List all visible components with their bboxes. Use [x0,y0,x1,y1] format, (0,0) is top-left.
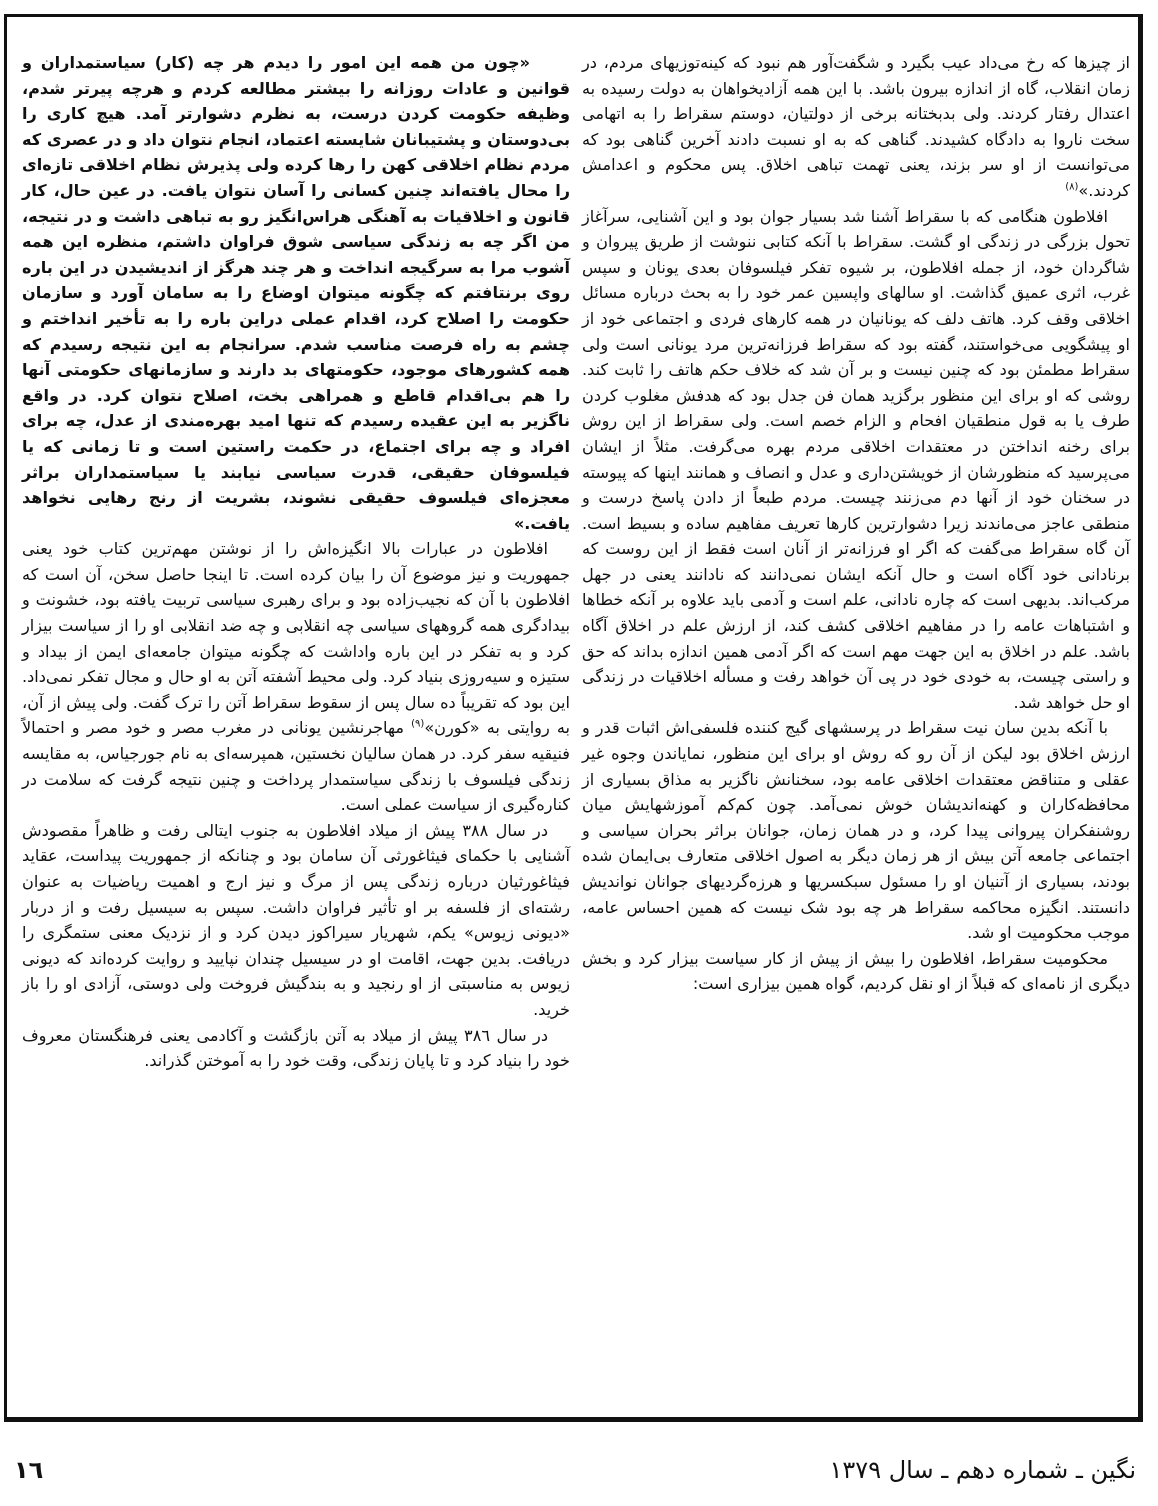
publication-info: نگین ـ شماره دهم ـ سال ۱۳۷۹ [829,1456,1136,1484]
left-column [22,50,570,1074]
paragraph: در سال ۳۸۸ پیش از میلاد افلاطون به جنوب ایتالی رفت و ظاهراً مقصودش آشنایی با حکمای فیثاغورثی آن سامان بود و چنانکه از جمهوریت پیداست، عقاید فیثاغورثیان درباره زندگی پس از مرگ و نیز ارج و اهمیت ریاضیات به عنوان رشته‌ای از فلسفه بر او تأثیر فراوان داشت. سپس به سیسیل رفت و از دربار «دیونی زیوس» یکم، شهریار سیراکوز دیدن کرد و از نزدیک معنی ستمگری را دریافت. بدین جهت، اقامت او در سیسیل چندان نپایید و روایت کرده‌اند که دیونی زیوس به مناسبتی از او رنجید و به بندگیش فروخت ولی دوستی، آزادی او را باز خرید. [22,820,570,1019]
page-number: ۱٦ [14,1456,44,1484]
paragraph: با آنکه بدین سان نیت سقراط در پرسشهای گیج کننده فلسفی‌اش اثبات قدر و ارزش اخلاق بود لیکن از آن رو که روش او برای این منظور، نمایاندن وجوه غیر عقلی و متناقض معتقدات اخلاقی عامه بود، سخنانش ناگزیر به مذاق بسیاری از محافظه‌کاران و کهنه‌اندیشان خوش نمی‌آمد. چون کم‌کم آموزشهایش میان روشنفکران پیروانی پیدا کرد، و در همان زمان، جوانان براثر بحران سیاسی و اجتماعی جامعه آتن بیش از هر زمان دیگر به اصول اخلاقی متعارف بی‌ایمان شده بودند، بسیاری از آتنیان او را مسئول سبکسریها و هرزه‌گردیهای جوانان نواندیش دانستند. انگیزه محاکمه سقراط هر چه بود شک نیست که همین احساس عامه، موجب محکومیت او شد. [582,718,1130,943]
right-column [582,50,1130,997]
quoted-letter: «چون من همه این امور را دیدم هر چه (کار) سیاستمداران و قوانین و عادات روزانه را بیشتر مطالعه کردم و هرچه پیرتر شدم، وظیفه حکومت کردن درست، به نظرم دشوارتر آمد. هیچ کاری را بی‌دوستان و پشتیبانان شایسته اعتماد، انجام نتوان داد و در عصری که مردم نظام اخلاقی کهن را رها کرده ولی پذیرش نظام اخلاقی تازه‌ای را محال یافته‌اند چنین کسانی را آسان نتوان یافت. در عین حال، کار قانون و اخلاقیات به آهنگی هراس‌انگیز رو به تباهی داشت و در نتیجه، من اگر چه به زندگی سیاسی شوق فراوان داشتم، منظره این همه آشوب مرا به سرگیجه انداخت و هر چند هرگز از اندیشیدن در این باره روی برنتافتم که چگونه میتوان اوضاع را به سامان آورد و سازمان حکومت را اصلاح کرد، اقدام عملی دراین باره را به تأخیر انداختم و چشم به راه فرصت مناسب شدم. سرانجام به این نتیجه رسیدم که همه کشورهای موجود، حکومتهای بد دارند و سازمانهای حکومتی آنها را هم بی‌اقدام قاطع و همراهی بخت، اصلاح نتوان کرد. در واقع ناگزیر به این عقیده رسیدم که تنها امید بهره‌مندی از عدل، چه برای افراد و چه برای اجتماع، در حکمت راستین است و تا زمانی که یا فیلسوفان حقیقی، قدرت سیاسی نیابند یا سیاستمداران براثر معجزه‌ای فیلسوف حقیقی نشوند، بشریت از رنج رهایی نخواهد یافت.» [22,53,570,533]
paragraph: افلاطون هنگامی که با سقراط آشنا شد بسیار جوان بود و این آشنایی، سرآغاز تحول بزرگی در زندگی او گشت. سقراط با آنکه کتابی ننوشت از طریق پیروان و شاگردان خود، از جمله افلاطون، بر شیوه تفکر فیلسوفان بعدی یونان و سپس غرب، اثری عمیق گذاشت. او سالهای واپسین عمر خود را به بحث درباره مسائل اخلاقی وقف کرد. هاتف دلف که یونانیان در همه کارهای فردی و اجتماعی خود از او پیشگویی می‌خواستند، گفته بود که سقراط فرزانه‌ترین مرد یونانی است ولی سقراط مطمئن بود که چنین نیست و بر آن شد که خلاف حکم هاتف را ثابت کند. روشی که او برای این منظور برگزید همان فن جدل بود که هدفش مغلوب کردن طرف یا به قول منطقیان افحام و الزام خصم است. ولی سقراط از این روش برای رخنه انداختن در معتقدات اخلاقی مردم بهره می‌گرفت. مثلاً از ایشان می‌پرسید که منظورشان از خویشتن‌داری و عدل و انصاف و همانند اینها که پیوسته در سخنان خود از آنها دم می‌زنند چیست. مردم طبعاً از دادن پاسخ درست و منطقی عاجز می‌ماندند زیرا دشوارترین کارها تعریف مفاهیم ساده و بسیط است. آن گاه سقراط می‌گفت که اگر او فرزانه‌تر از آنان است فقط از این روست که برنادانی خود آگاه است و حال آنکه ایشان نمی‌دانند که نادانند یعنی در جهل مرکب‌اند. بدیهی است که چاره نادانی، علم است و آدمی باید علاوه بر آنکه خطاها و اشتباهات عامه را در مفاهیم اخلاقی کشف کند، از ارزش علم در اخلاق آگاه باشد. علم در اخلاق به این جهت مهم است که اگر آدمی همین اندازه بداند که حق و راستی چیست، به خودی خود در پی آن خواهد رفت و مسأله اخلاقیات در زندگی او حل خواهد شد. [582,206,1130,712]
paragraph: محکومیت سقراط، افلاطون را بیش از پیش از کار سیاست بیزار کرد و بخش دیگری از نامه‌ای که قبلاً از او نقل کردیم، گواه همین بیزاری است: [582,948,1130,994]
footnote-ref[interactable]: (۹) [411,719,425,731]
footnote-ref[interactable]: (۸) [1065,181,1079,193]
paragraph: در سال ۳۸٦ پیش از میلاد به آتن بازگشت و آکادمی یعنی فرهنگستان معروف خود را بنیاد کرد و تا پایان زندگی، وقت خود را به آموختن گذراند. [22,1025,570,1071]
paragraph: از چیزها که رخ می‌داد عیب بگیرد و شگفت‌آور هم نبود که کینه‌توزیهای مردم، در زمان انقلاب، گاه از اندازه بیرون باشد. با این همه آزادیخواهان به دولت رسیده به اعتدال رفتار کردند. ولی بدبختانه برخی از دولتیان، دوستم سقراط را به اتهامی سخت ناروا به دادگاه کشیدند. گناهی که به او نسبت دادند آخرین گناهی بود که می‌توانست از او سر بزند، یعنی تهمت تباهی اخلاق. پس محکوم و اعدامش کردند.»$^{(۸)}$ [582,53,1130,200]
paragraph: افلاطون در عبارات بالا انگیزه‌اش را از نوشتن مهم‌ترین کتاب خود یعنی جمهوریت و نیز موضوع آن را بیان کرده است. تا اینجا حاصل سخن، آن است که افلاطون با آن که نجیب‌زاده بود و برای رهبری سیاسی تربیت یافته بود، خشونت و بیدادگری همه گروههای سیاسی چه انقلابی و چه ضد انقلابی او را از سیاست بیزار کرد و به تفکر در این باره واداشت که چگونه میتوان جامعه‌ای ایمن از بیداد و ستیزه و سیه‌روزی بنیاد کرد. ولی محیط آشفته آتن به او حال و مجال تفکر نمی‌داد. این بود که تقریباً ده سال پس از سقوط سقراط آتن را ترک گفت. ولی پیش از آن، به روایتی به «کورن»$^{(۹)}$ مهاجرنشین یونانی در مغرب مصر و خود مصر و احتمالاً فنیقیه سفر کرد. در همان سالیان نخستین، همپرسه‌ای به نام جورجیاس، به مقایسه زندگی فیلسوف با زندگی سیاستمدار پرداخت و چنین نتیجه گرفت که سلامت در کناره‌گیری از سیاست عملی است. [22,539,570,815]
